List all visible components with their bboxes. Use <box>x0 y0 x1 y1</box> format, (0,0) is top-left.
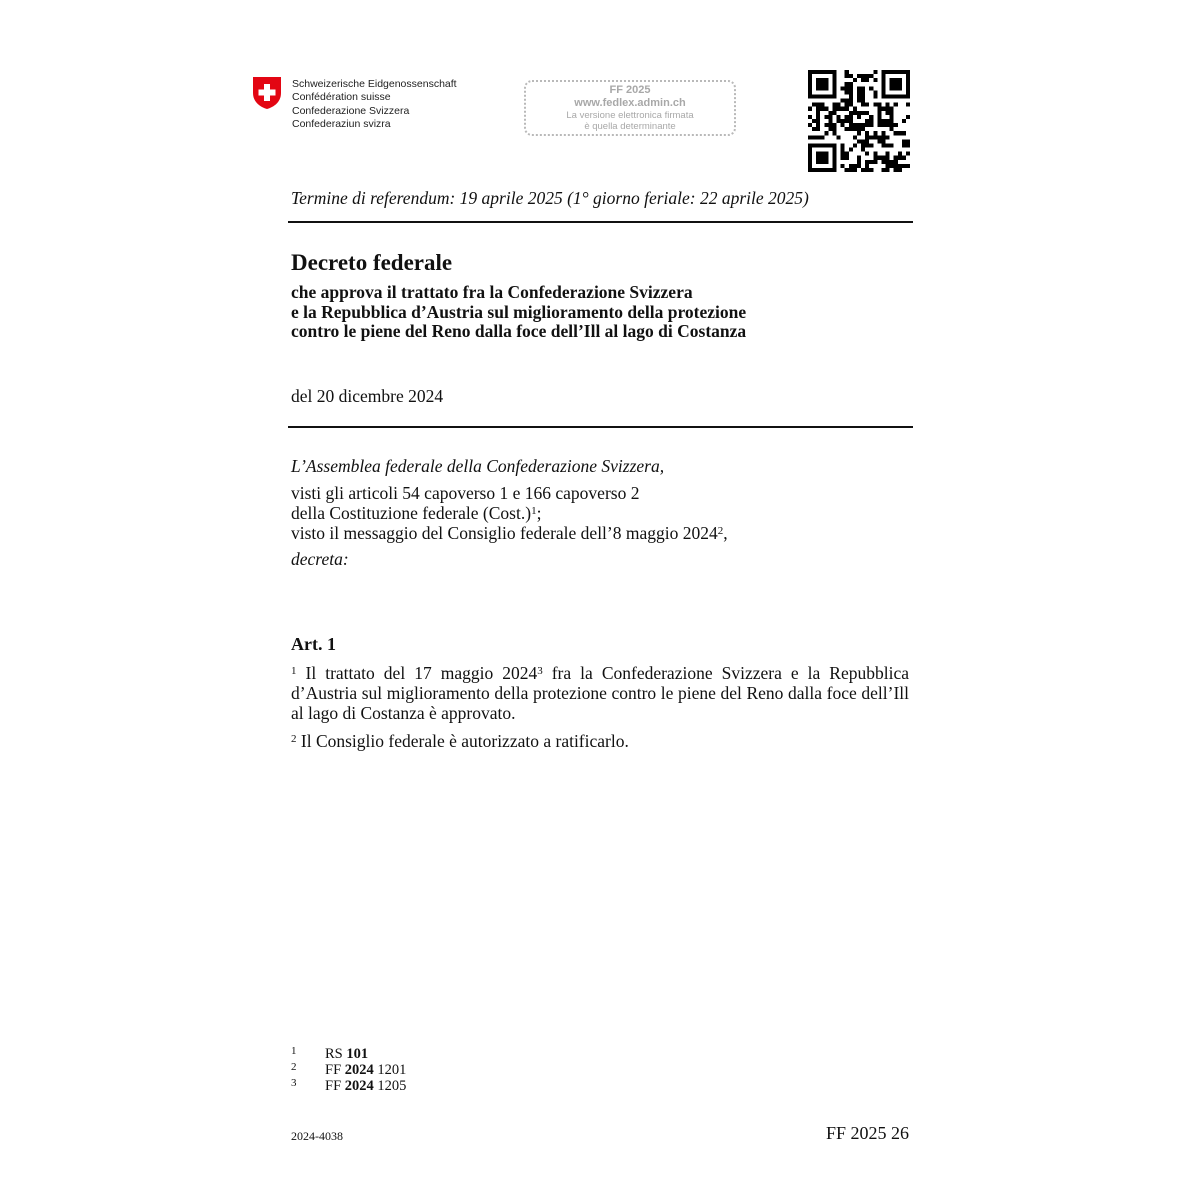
authority-name-rm: Confederaziun svizra <box>292 118 391 131</box>
article-paragraph-2 <box>291 731 909 751</box>
decree-date: del 20 dicembre 2024 <box>291 386 444 406</box>
article-paragraph-1 <box>291 663 909 723</box>
preamble-basis-line2 <box>291 503 541 524</box>
authority-name-it: Confederazione Svizzera <box>292 104 410 117</box>
paragraph-number: 1 <box>291 665 297 677</box>
preamble-basis-line1: visti gli articoli 54 capoverso 1 e 166 capoverso 2 <box>291 483 640 503</box>
authority-name-fr: Confédération suisse <box>292 91 391 104</box>
footnote-ref-1[interactable]: 1 <box>531 505 537 517</box>
footnote-ref-3[interactable]: 3 <box>537 665 543 677</box>
paragraph-text: fra la Confederazione Svizzera e la Repubblica d’Austria sul miglioramento della protezione contro le piene del Reno dalla foce dell’Ill al lago di Costanza è approvato. <box>291 663 909 723</box>
footnote-number: 1 <box>291 1045 297 1057</box>
article-title: Art. 1 <box>291 634 336 654</box>
preamble-message-line <box>291 523 728 544</box>
preamble-assembly: L’Assemblea federale della Confederazione Svizzera, <box>291 456 665 476</box>
title-block-rule <box>288 426 913 428</box>
footnote-text <box>325 1046 368 1062</box>
footnote-prefix: RS <box>325 1046 343 1062</box>
header-rule <box>288 221 913 223</box>
footnote-item <box>291 1078 406 1094</box>
footnote-ref-number: 2024 <box>344 1078 374 1094</box>
footnote-number: 3 <box>291 1077 297 1089</box>
referendum-deadline: Termine di referendum: 19 aprile 2025 (1° giorno feriale: 22 aprile 2025) <box>291 188 809 208</box>
document-title: Decreto federale <box>291 250 453 275</box>
preamble-punct: , <box>723 523 728 543</box>
subtitle-line: contro le piene del Reno dalla foce dell’Ill al lago di Costanza <box>291 321 747 341</box>
federal-authority-names <box>292 78 457 132</box>
document-subtitle <box>291 283 746 342</box>
footnote-number: 2 <box>291 1061 297 1073</box>
footnote-ref-number: 2024 <box>344 1062 374 1078</box>
subtitle-line: che approva il trattato fra la Confederazione Svizzera <box>291 282 693 302</box>
qr-code-icon <box>808 70 910 172</box>
footnote-text <box>325 1078 406 1094</box>
footnote-text <box>325 1062 406 1078</box>
footnote-prefix: FF <box>325 1062 342 1078</box>
authority-name-de: Schweizerische Eidgenossenschaft <box>292 78 457 90</box>
stamp-note-line2: è quella determinante <box>584 121 676 132</box>
page-reference: FF 2025 26 <box>825 1123 909 1143</box>
preamble-decreta: decreta: <box>291 549 349 569</box>
subtitle-line: e la Repubblica d’Austria sul miglioramento della protezione <box>291 301 747 322</box>
stamp-note-line1: La versione elettronica firmata <box>566 110 694 121</box>
footnote-page: 1205 <box>377 1078 407 1094</box>
footnote-ref-number: 101 <box>346 1046 369 1062</box>
preamble-text: della Costituzione federale (Cost.) <box>291 503 532 523</box>
preamble-text: visto il messaggio del Consiglio federale dell’8 maggio 2024 <box>291 523 718 543</box>
paragraph-text: Il trattato del 17 maggio 2024 <box>305 663 538 683</box>
footnotes <box>291 1046 406 1094</box>
stamp-url: www.fedlex.admin.ch <box>574 97 686 109</box>
electronic-signature-stamp <box>524 80 736 136</box>
paragraph-text: Il Consiglio federale è autorizzato a ratificarlo. <box>300 731 629 751</box>
footnote-prefix: FF <box>325 1078 342 1094</box>
footnote-page: 1201 <box>377 1062 407 1078</box>
paragraph-number: 2 <box>291 733 297 745</box>
stamp-publication: FF 2025 <box>609 84 651 96</box>
preamble-punct: ; <box>536 503 542 523</box>
swiss-coat-of-arms-icon <box>252 76 282 110</box>
footnote-ref-2[interactable]: 2 <box>717 525 724 537</box>
document-number: 2024-4038 <box>291 1129 343 1143</box>
